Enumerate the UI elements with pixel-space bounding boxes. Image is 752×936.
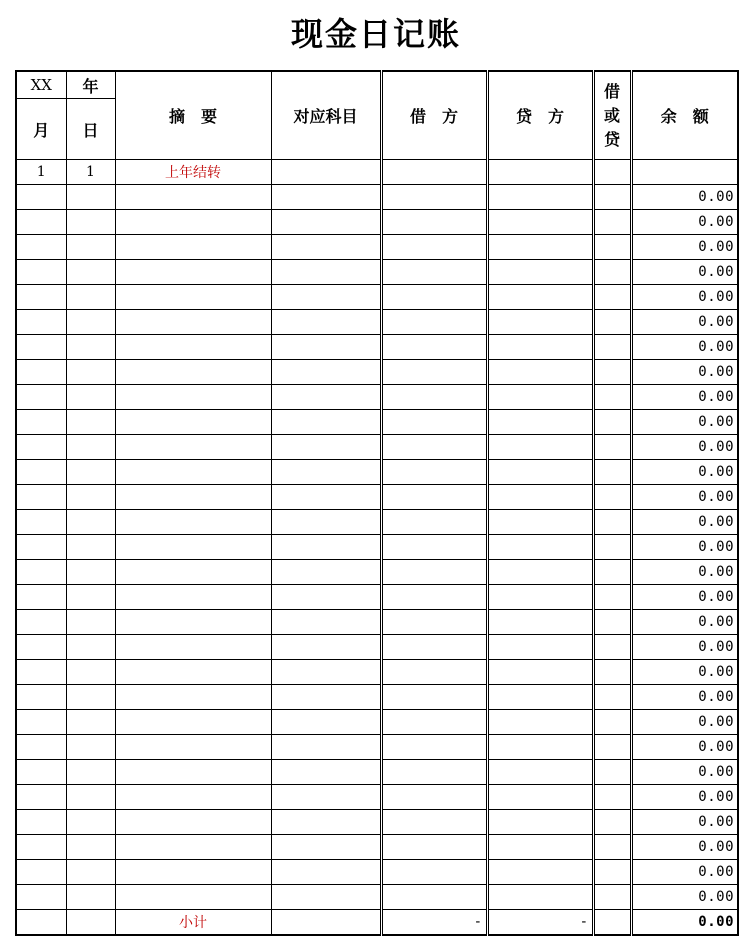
balance-cell[interactable]: 0.00 [631,260,738,285]
summary-cell[interactable] [115,660,271,685]
day-cell[interactable] [66,560,115,585]
summary-cell[interactable] [115,485,271,510]
debit-cell[interactable] [381,310,487,335]
day-cell[interactable] [66,185,115,210]
balance-cell[interactable]: 0.00 [631,560,738,585]
month-cell[interactable] [16,385,66,410]
table-row [16,835,738,860]
table-row [16,810,738,835]
day-cell[interactable] [66,885,115,910]
day-cell[interactable] [66,685,115,710]
day-cell[interactable] [66,760,115,785]
month-cell[interactable] [16,360,66,385]
credit-cell[interactable] [487,760,593,785]
table-row [16,310,738,335]
balance-cell[interactable]: 0.00 [631,385,738,410]
summary-cell[interactable] [115,360,271,385]
table-row [16,760,738,785]
account-cell[interactable] [271,835,381,860]
summary-cell[interactable] [115,310,271,335]
balance-cell[interactable]: 0.00 [631,760,738,785]
direction-cell[interactable] [593,685,631,710]
debit-cell[interactable] [381,485,487,510]
account-cell[interactable] [271,260,381,285]
debit-cell[interactable] [381,185,487,210]
credit-cell[interactable] [487,385,593,410]
credit-cell[interactable] [487,610,593,635]
debit-header: 借 方 [381,71,487,160]
debit-cell[interactable] [381,685,487,710]
credit-cell[interactable] [487,535,593,560]
day-cell[interactable] [66,835,115,860]
cash-journal-table [15,70,739,936]
day-cell[interactable] [66,710,115,735]
month-cell[interactable] [16,185,66,210]
account-cell[interactable] [271,535,381,560]
subtotal-credit-cell[interactable]: - [487,910,593,936]
subtotal-balance-cell[interactable]: 0.00 [631,910,738,936]
balance-cell[interactable]: 0.00 [631,510,738,535]
credit-cell[interactable] [487,235,593,260]
summary-cell[interactable] [115,385,271,410]
opening-month-cell[interactable]: 1 [16,160,66,185]
table-row [16,660,738,685]
account-cell[interactable] [271,660,381,685]
debit-cell[interactable] [381,510,487,535]
table-row [16,510,738,535]
summary-cell[interactable] [115,710,271,735]
credit-header: 贷 方 [487,71,593,160]
credit-cell[interactable] [487,410,593,435]
table-row [16,460,738,485]
direction-cell[interactable] [593,810,631,835]
debit-cell[interactable] [381,210,487,235]
credit-cell[interactable] [487,810,593,835]
debit-cell[interactable] [381,460,487,485]
direction-cell[interactable] [593,635,631,660]
credit-cell[interactable] [487,710,593,735]
month-cell[interactable] [16,610,66,635]
balance-cell[interactable]: 0.00 [631,460,738,485]
direction-cell[interactable] [593,585,631,610]
direction-cell[interactable] [593,785,631,810]
subtotal-account-cell[interactable] [271,910,381,936]
balance-cell[interactable]: 0.00 [631,885,738,910]
account-cell[interactable] [271,285,381,310]
credit-cell[interactable] [487,260,593,285]
balance-cell[interactable]: 0.00 [631,685,738,710]
summary-cell[interactable] [115,860,271,885]
debit-cell[interactable] [381,535,487,560]
debit-cell[interactable] [381,335,487,360]
balance-cell[interactable]: 0.00 [631,660,738,685]
credit-cell[interactable] [487,735,593,760]
month-cell[interactable] [16,485,66,510]
subtotal-day-cell[interactable] [66,910,115,936]
credit-cell[interactable] [487,460,593,485]
balance-cell[interactable]: 0.00 [631,285,738,310]
day-cell[interactable] [66,735,115,760]
day-cell[interactable] [66,860,115,885]
summary-cell[interactable] [115,210,271,235]
month-cell[interactable] [16,535,66,560]
day-cell[interactable] [66,310,115,335]
account-cell[interactable] [271,560,381,585]
credit-cell[interactable] [487,485,593,510]
day-cell[interactable] [66,235,115,260]
debit-cell[interactable] [381,760,487,785]
subtotal-row [16,910,738,936]
account-cell[interactable] [271,735,381,760]
table-row [16,260,738,285]
summary-cell[interactable] [115,885,271,910]
debit-cell[interactable] [381,885,487,910]
direction-cell[interactable] [593,835,631,860]
debit-cell[interactable] [381,735,487,760]
table-row [16,685,738,710]
balance-cell[interactable]: 0.00 [631,585,738,610]
header-row-year [16,71,738,99]
direction-cell[interactable] [593,560,631,585]
account-cell[interactable] [271,360,381,385]
summary-cell[interactable] [115,260,271,285]
credit-cell[interactable] [487,560,593,585]
account-cell[interactable] [271,610,381,635]
balance-header: 余 额 [631,71,738,160]
month-header: 月 [16,99,66,160]
account-cell[interactable] [271,485,381,510]
day-cell[interactable] [66,535,115,560]
credit-cell[interactable] [487,585,593,610]
month-cell[interactable] [16,210,66,235]
balance-cell[interactable]: 0.00 [631,410,738,435]
account-cell[interactable] [271,810,381,835]
balance-cell[interactable]: 0.00 [631,360,738,385]
direction-cell[interactable] [593,335,631,360]
summary-cell[interactable] [115,235,271,260]
month-cell[interactable] [16,835,66,860]
debit-cell[interactable] [381,260,487,285]
month-cell[interactable] [16,410,66,435]
direction-cell[interactable] [593,360,631,385]
balance-cell[interactable]: 0.00 [631,210,738,235]
balance-cell[interactable]: 0.00 [631,835,738,860]
credit-cell[interactable] [487,785,593,810]
direction-cell[interactable] [593,210,631,235]
direction-cell[interactable] [593,310,631,335]
summary-cell[interactable] [115,635,271,660]
table-row [16,185,738,210]
month-cell[interactable] [16,735,66,760]
balance-cell[interactable]: 0.00 [631,860,738,885]
day-cell[interactable] [66,810,115,835]
debit-cell[interactable] [381,410,487,435]
day-cell[interactable] [66,210,115,235]
table-row [16,635,738,660]
direction-cell[interactable] [593,535,631,560]
credit-cell[interactable] [487,435,593,460]
account-header: 对应科目 [271,71,381,160]
year-label-cell: 年 [66,71,115,99]
opening-debit-cell[interactable] [381,160,487,185]
table-row [16,360,738,385]
summary-cell[interactable] [115,785,271,810]
subtotal-label-cell[interactable]: 小计 [115,910,271,936]
account-cell[interactable] [271,310,381,335]
account-cell[interactable] [271,885,381,910]
month-cell[interactable] [16,460,66,485]
account-cell[interactable] [271,460,381,485]
table-row [16,410,738,435]
debit-cell[interactable] [381,810,487,835]
day-cell[interactable] [66,585,115,610]
table-row [16,485,738,510]
credit-cell[interactable] [487,685,593,710]
debit-cell[interactable] [381,585,487,610]
opening-balance-cell[interactable] [631,160,738,185]
balance-cell[interactable]: 0.00 [631,610,738,635]
month-cell[interactable] [16,260,66,285]
opening-account-cell[interactable] [271,160,381,185]
table-row [16,885,738,910]
table-row [16,735,738,760]
balance-cell[interactable]: 0.00 [631,335,738,360]
account-cell[interactable] [271,785,381,810]
table-row [16,435,738,460]
direction-header-char: 贷 [603,129,620,149]
day-cell[interactable] [66,610,115,635]
table-row [16,710,738,735]
month-cell[interactable] [16,310,66,335]
direction-cell[interactable] [593,235,631,260]
account-cell[interactable] [271,210,381,235]
balance-cell[interactable]: 0.00 [631,710,738,735]
balance-cell[interactable]: 0.00 [631,785,738,810]
month-cell[interactable] [16,860,66,885]
account-cell[interactable] [271,410,381,435]
balance-cell[interactable]: 0.00 [631,735,738,760]
account-cell[interactable] [271,385,381,410]
month-cell[interactable] [16,760,66,785]
summary-header: 摘 要 [115,71,271,160]
direction-cell[interactable] [593,435,631,460]
debit-cell[interactable] [381,435,487,460]
balance-cell[interactable]: 0.00 [631,185,738,210]
credit-cell[interactable] [487,360,593,385]
table-row [16,560,738,585]
table-row [16,285,738,310]
summary-cell[interactable] [115,510,271,535]
opening-balance-row [16,160,738,185]
credit-cell[interactable] [487,510,593,535]
direction-cell[interactable] [593,710,631,735]
debit-cell[interactable] [381,860,487,885]
summary-cell[interactable] [115,460,271,485]
direction-cell[interactable] [593,735,631,760]
day-cell[interactable] [66,360,115,385]
subtotal-month-cell[interactable] [16,910,66,936]
debit-cell[interactable] [381,835,487,860]
month-cell[interactable] [16,710,66,735]
direction-header-char: 或 [603,105,620,125]
summary-cell[interactable] [115,560,271,585]
opening-direction-cell[interactable] [593,160,631,185]
table-row [16,585,738,610]
day-cell[interactable] [66,410,115,435]
summary-cell[interactable] [115,835,271,860]
debit-cell[interactable] [381,285,487,310]
day-cell[interactable] [66,260,115,285]
account-cell[interactable] [271,235,381,260]
table-row [16,610,738,635]
day-header: 日 [66,99,115,160]
month-cell[interactable] [16,510,66,535]
credit-cell[interactable] [487,835,593,860]
page-title: 现金日记账 [290,15,461,53]
summary-cell[interactable] [115,685,271,710]
day-cell[interactable] [66,385,115,410]
balance-cell[interactable]: 0.00 [631,235,738,260]
direction-header-text [603,80,621,152]
day-cell[interactable] [66,635,115,660]
debit-cell[interactable] [381,560,487,585]
debit-cell[interactable] [381,710,487,735]
direction-cell[interactable] [593,185,631,210]
direction-cell[interactable] [593,510,631,535]
month-cell[interactable] [16,235,66,260]
summary-cell[interactable] [115,810,271,835]
opening-day-cell[interactable]: 1 [66,160,115,185]
credit-cell[interactable] [487,210,593,235]
credit-cell[interactable] [487,660,593,685]
day-cell[interactable] [66,435,115,460]
balance-cell[interactable]: 0.00 [631,485,738,510]
account-cell[interactable] [271,335,381,360]
credit-cell[interactable] [487,635,593,660]
account-cell[interactable] [271,860,381,885]
credit-cell[interactable] [487,310,593,335]
table-row [16,860,738,885]
direction-cell[interactable] [593,410,631,435]
debit-cell[interactable] [381,635,487,660]
direction-cell[interactable] [593,460,631,485]
account-cell[interactable] [271,510,381,535]
year-value-cell[interactable]: XX [16,71,66,99]
day-cell[interactable] [66,460,115,485]
month-cell[interactable] [16,635,66,660]
month-cell[interactable] [16,810,66,835]
credit-cell[interactable] [487,185,593,210]
balance-cell[interactable]: 0.00 [631,310,738,335]
day-cell[interactable] [66,335,115,360]
credit-cell[interactable] [487,860,593,885]
debit-cell[interactable] [381,235,487,260]
debit-cell[interactable] [381,385,487,410]
day-cell[interactable] [66,785,115,810]
direction-cell[interactable] [593,760,631,785]
credit-cell[interactable] [487,335,593,360]
direction-header-char: 借 [603,81,620,101]
table-row [16,385,738,410]
direction-cell[interactable] [593,285,631,310]
balance-cell[interactable]: 0.00 [631,435,738,460]
summary-cell[interactable] [115,410,271,435]
balance-cell[interactable]: 0.00 [631,635,738,660]
day-cell[interactable] [66,485,115,510]
direction-header [593,71,631,160]
month-cell[interactable] [16,435,66,460]
month-cell[interactable] [16,885,66,910]
debit-cell[interactable] [381,360,487,385]
credit-cell[interactable] [487,885,593,910]
balance-cell[interactable]: 0.00 [631,535,738,560]
opening-credit-cell[interactable] [487,160,593,185]
account-cell[interactable] [271,710,381,735]
subtotal-debit-cell[interactable]: - [381,910,487,936]
table-row [16,235,738,260]
direction-cell[interactable] [593,385,631,410]
direction-cell[interactable] [593,860,631,885]
debit-cell[interactable] [381,610,487,635]
summary-cell[interactable] [115,285,271,310]
table-row [16,535,738,560]
month-cell[interactable] [16,585,66,610]
month-cell[interactable] [16,560,66,585]
account-cell[interactable] [271,185,381,210]
opening-summary-cell[interactable]: 上年结转 [115,160,271,185]
summary-cell[interactable] [115,435,271,460]
month-cell[interactable] [16,660,66,685]
account-cell[interactable] [271,635,381,660]
summary-cell[interactable] [115,335,271,360]
summary-cell[interactable] [115,585,271,610]
account-cell[interactable] [271,760,381,785]
table-row [16,785,738,810]
summary-cell[interactable] [115,610,271,635]
account-cell[interactable] [271,435,381,460]
month-cell[interactable] [16,685,66,710]
table-row [16,335,738,360]
direction-cell[interactable] [593,660,631,685]
direction-cell[interactable] [593,610,631,635]
month-cell[interactable] [16,285,66,310]
month-cell[interactable] [16,335,66,360]
account-cell[interactable] [271,685,381,710]
month-cell[interactable] [16,785,66,810]
summary-cell[interactable] [115,535,271,560]
direction-cell[interactable] [593,485,631,510]
summary-cell[interactable] [115,760,271,785]
debit-cell[interactable] [381,660,487,685]
account-cell[interactable] [271,585,381,610]
balance-cell[interactable]: 0.00 [631,810,738,835]
direction-cell[interactable] [593,885,631,910]
table-row [16,210,738,235]
subtotal-direction-cell[interactable] [593,910,631,936]
credit-cell[interactable] [487,285,593,310]
debit-cell[interactable] [381,785,487,810]
day-cell[interactable] [66,510,115,535]
day-cell[interactable] [66,285,115,310]
summary-cell[interactable] [115,185,271,210]
direction-cell[interactable] [593,260,631,285]
day-cell[interactable] [66,660,115,685]
summary-cell[interactable] [115,735,271,760]
